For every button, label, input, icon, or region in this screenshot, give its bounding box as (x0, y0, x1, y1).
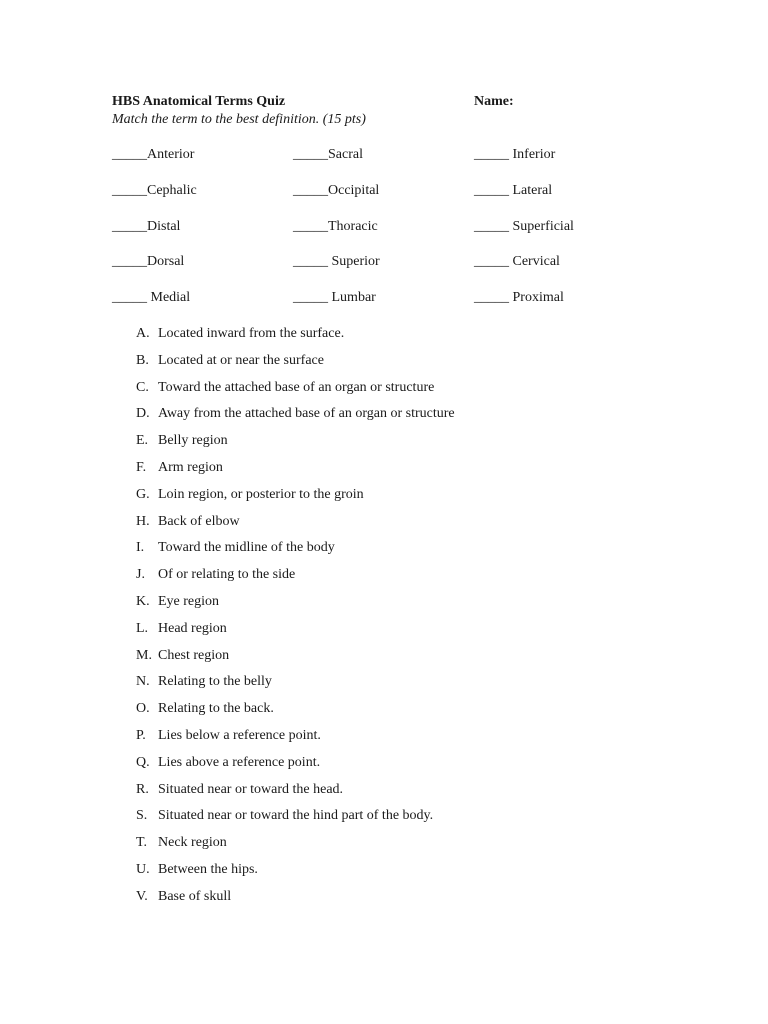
term-occipital: _____Occipital (293, 182, 380, 198)
term-medial: _____ Medial (112, 290, 191, 306)
definition-item (136, 835, 696, 862)
definition-letter: R. (136, 781, 149, 797)
term-lateral: _____ Lateral (474, 182, 553, 198)
definition-letter: N. (136, 674, 150, 690)
term-inferior: _____ Inferior (474, 147, 556, 162)
quiz-instructions: Match the term to the best definition. (15 pts) (112, 112, 366, 127)
definition-item (136, 406, 696, 433)
term-distal: _____Distal (112, 218, 181, 234)
term-cervical: _____ Cervical (474, 254, 560, 270)
term-lumbar: _____ Lumbar (293, 290, 376, 306)
definition-text: Between the hips. (158, 861, 258, 877)
definition-text: Loin region, or posterior to the groin (158, 486, 364, 502)
definition-text: Relating to the belly (158, 674, 272, 690)
term-thoracic: _____Thoracic (293, 218, 378, 234)
definition-text: Belly region (158, 433, 228, 449)
definition-text: Relating to the back. (158, 701, 274, 717)
term-cephalic: _____Cephalic (112, 182, 197, 198)
definition-text: Back of elbow (158, 513, 240, 529)
definition-item (136, 353, 696, 380)
definition-item (136, 487, 696, 514)
definition-item (136, 648, 696, 675)
definition-letter: E. (136, 433, 149, 449)
definition-item (136, 889, 696, 916)
definition-letter: L. (136, 620, 149, 636)
definition-item (136, 433, 696, 460)
definition-letter: S. (136, 808, 148, 824)
definition-letter: F. (136, 459, 147, 475)
term-row (112, 254, 672, 290)
term-sacral: _____Sacral (293, 147, 363, 162)
definition-letter: Q. (136, 754, 150, 770)
term-row (112, 219, 672, 255)
definition-text: Base of skull (158, 888, 232, 904)
term-anterior: _____Anterior (112, 147, 195, 162)
term-superficial: _____ Superficial (474, 218, 574, 234)
definition-item (136, 782, 696, 809)
definition-letter: T. (136, 835, 148, 851)
term-proximal: _____ Proximal (474, 290, 564, 306)
terms-grid (112, 147, 672, 326)
definition-text: Located at or near the surface (158, 352, 324, 368)
definition-item (136, 728, 696, 755)
definition-item (136, 460, 696, 487)
term-row (112, 290, 672, 326)
definition-text: Toward the midline of the body (158, 540, 335, 556)
term-dorsal: _____Dorsal (112, 254, 185, 270)
term-superior: _____ Superior (293, 254, 380, 270)
definition-item (136, 540, 696, 567)
definition-letter: H. (136, 513, 150, 529)
definition-item (136, 755, 696, 782)
definition-letter: M. (136, 647, 152, 663)
definition-item (136, 594, 696, 621)
definition-item (136, 567, 696, 594)
definition-item (136, 380, 696, 407)
definition-text: Eye region (158, 593, 220, 609)
definition-item (136, 862, 696, 889)
definition-letter: V. (136, 888, 148, 904)
definition-text: Chest region (158, 647, 230, 663)
definition-item (136, 808, 696, 835)
definition-letter: K. (136, 593, 150, 609)
definition-letter: O. (136, 701, 150, 717)
definition-text: Lies below a reference point. (158, 727, 321, 743)
definition-item (136, 621, 696, 648)
definition-letter: P. (136, 727, 146, 743)
definition-text: Toward the attached base of an organ or structure (158, 379, 435, 395)
term-row (112, 183, 672, 219)
term-row (112, 147, 672, 183)
definition-item (136, 701, 696, 728)
definition-item (136, 514, 696, 541)
definition-text: Neck region (158, 835, 227, 851)
definition-item (136, 326, 696, 353)
definition-letter: C. (136, 379, 149, 395)
definition-letter: I. (136, 540, 145, 556)
definition-text: Situated near or toward the hind part of the body. (158, 808, 434, 824)
definition-text: Arm region (158, 459, 223, 475)
definition-letter: D. (136, 406, 150, 422)
definition-item (136, 674, 696, 701)
name-label: Name: (474, 94, 514, 109)
definition-text: Of or relating to the side (158, 567, 296, 583)
definition-text: Located inward from the surface. (158, 326, 345, 341)
definition-letter: U. (136, 861, 150, 877)
definition-text: Lies above a reference point. (158, 754, 321, 770)
definition-text: Away from the attached base of an organ or structure (158, 406, 455, 422)
definition-letter: G. (136, 486, 150, 502)
definition-text: Situated near or toward the head. (158, 781, 344, 797)
definition-text: Head region (158, 620, 227, 636)
definition-letter: B. (136, 352, 149, 368)
definitions-list (136, 326, 696, 916)
quiz-title: HBS Anatomical Terms Quiz (112, 94, 286, 109)
definition-letter: A. (136, 326, 150, 341)
definition-letter: J. (136, 567, 145, 583)
